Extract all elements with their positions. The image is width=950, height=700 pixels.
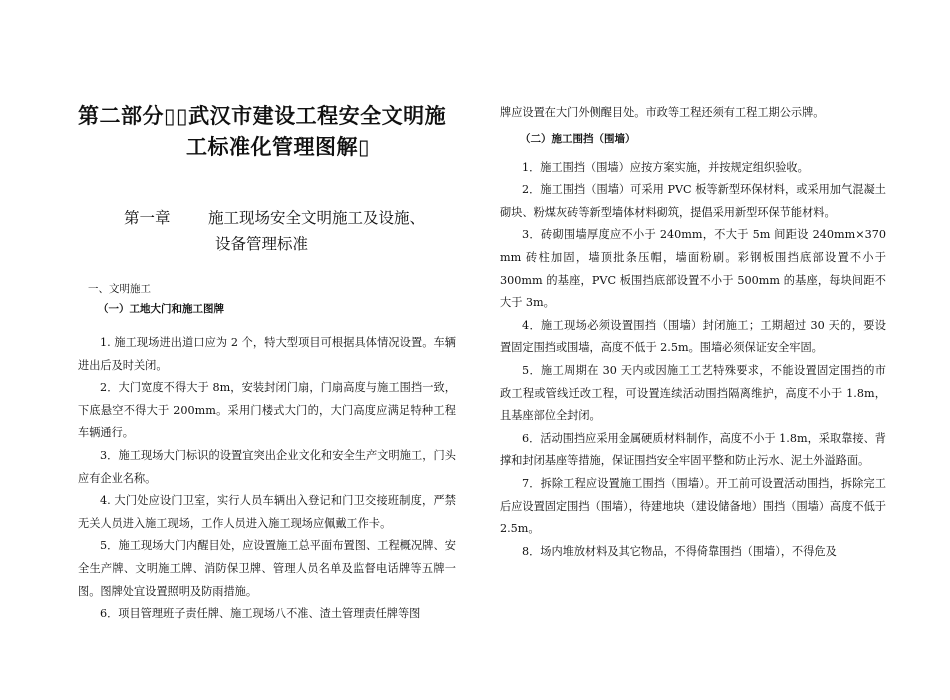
subsection-heading: （一）工地大门和施工图牌 bbox=[98, 303, 224, 315]
paragraph: 6．活动围挡应采用金属硬质材料制作，高度不小于 1.8m，采取靠接、背撑和封闭基座等措施，保证围挡安全牢固平整和防止污水、泥土外溢路面。 bbox=[500, 431, 886, 468]
paragraph: 5．施工周期在 30 天内或因施工工艺特殊要求，不能设置固定围挡的市政工程或管线迁改工程，可设置连续活动围挡隔离维护，高度不小于 1.8m，且基座部位全封闭。 bbox=[500, 363, 886, 423]
subsection-heading: （二）施工围挡（围墙） bbox=[520, 132, 636, 145]
paragraph: 8．场内堆放材料及其它物品，不得倚靠围挡（围墙），不得危及 bbox=[522, 544, 837, 558]
paragraph: 7．拆除工程应设置施工围挡（围墙）。开工前可设置活动围挡，拆除完工后应设置固定围挡（围墙），待建地块（建设储备地）围挡（围墙）高度不低于 2.5m。 bbox=[500, 476, 886, 536]
paragraph: 4．施工现场必须设置围挡（围墙）封闭施工；工期超过 30 天的，要设置固定围挡或围墙，高度不低于 2.5m。围墙必须保证安全牢固。 bbox=[500, 318, 886, 355]
left-column bbox=[78, 100, 456, 626]
chapter-title-line-1: 施工现场安全文明施工及设施、 bbox=[208, 209, 426, 227]
paragraph: 1．施工围挡（围墙）应按方案实施，并按规定组织验收。 bbox=[522, 160, 809, 174]
paragraph: 2．大门宽度不得大于 8m，安装封闭门扇，门扇高度与施工围挡一致，下底悬空不得大于 200mm。采用门楼式大门的，大门高度应满足特种工程车辆通行。 bbox=[78, 381, 456, 440]
paragraph: 2．施工围挡（围墙）可采用 PVC 板等新型环保材料，或采用加气混凝土砌块、粉煤灰砖等新型墙体材料砌筑，提倡采用新型环保节能材料。 bbox=[500, 183, 886, 219]
part-title-line-2: 工标准化管理图解▯ bbox=[186, 134, 371, 159]
paragraph: 1. 施工现场进出道口应为 2 个，特大型项目可根据具体情况设置。车辆进出后及时关闭。 bbox=[78, 336, 456, 372]
chapter-number: 第一章 bbox=[124, 209, 171, 227]
paragraph: 3．砖砌围墙厚度应不小于 240mm，不大于 5m 间距设 240mm×370 mm 砖柱加固，墙顶批条压帽，墙面粉刷。彩钢板围挡底部设置不小于 300mm 的基座，PVC 板围挡底部设置不小于 500mm 的基座，每块间距不大于 3m。 bbox=[500, 228, 886, 310]
part-title bbox=[78, 100, 456, 162]
part-title-line-1: 第二部分▯▯武汉市建设工程安全文明施 bbox=[78, 103, 447, 128]
paragraph: 6．项目管理班子责任牌、施工现场八不准、渣土管理责任牌等图 bbox=[100, 607, 421, 621]
paragraph: 3．施工现场大门标识的设置宜突出企业文化和安全生产文明施工，门头应有企业名称。 bbox=[78, 448, 456, 485]
paragraph: 5．施工现场大门内醒目处，应设置施工总平面布置图、工程概况牌、安全生产牌、文明施工牌、消防保卫牌、管理人员名单及监督电话牌等五牌一图。图牌处宜设置照明及防雨措施。 bbox=[78, 539, 456, 598]
paragraph: 4. 大门处应设门卫室，实行人员车辆出入登记和门卫交接班制度，严禁无关人员进入施工现场，工作人员进入施工现场应佩戴工作卡。 bbox=[78, 494, 456, 530]
right-column bbox=[500, 102, 886, 563]
continued-paragraph: 牌应设置在大门外侧醒目处。市政等工程还须有工程工期公示牌。 bbox=[500, 106, 825, 119]
section-heading: 一、文明施工 bbox=[88, 283, 151, 295]
chapter-title-line-2: 设备管理标准 bbox=[215, 235, 309, 253]
chapter-heading bbox=[124, 205, 456, 257]
